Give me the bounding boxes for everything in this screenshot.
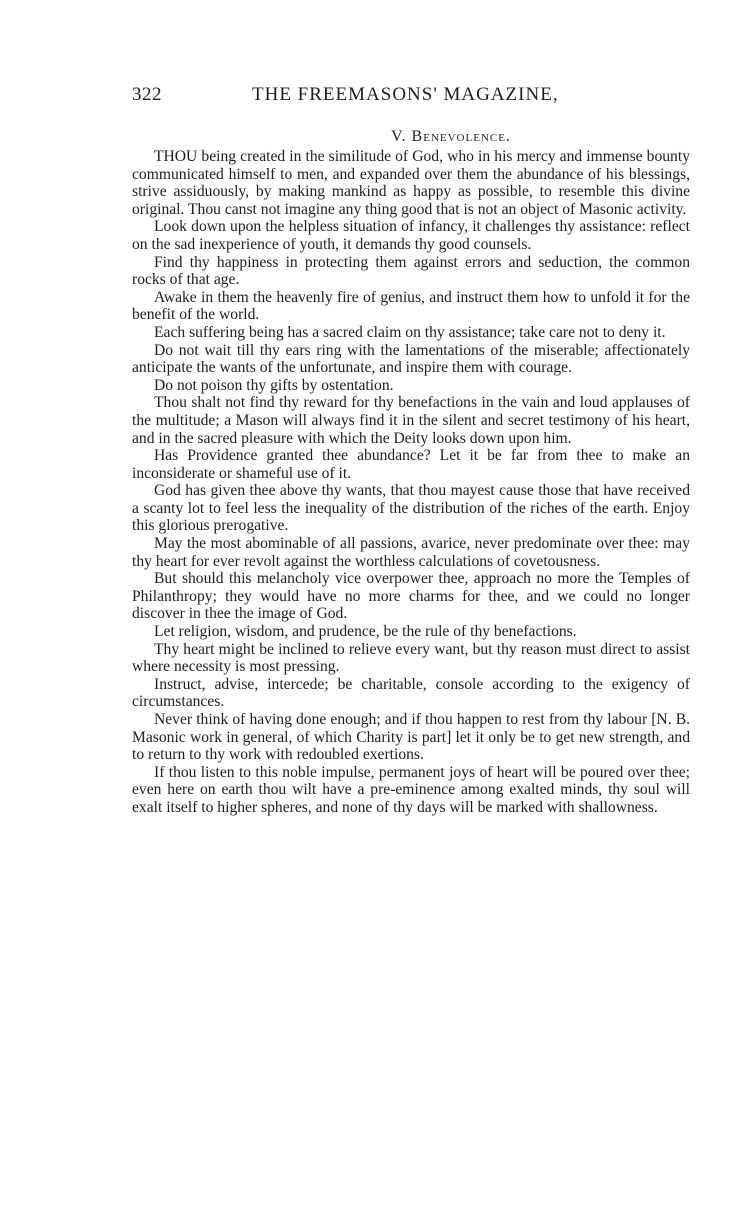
paragraph: But should this melancholy vice overpower thee, approach no more the Temples of Philanthropy; they would have no more charms for thee, and we could no longer discover in thee the image of God. — [132, 570, 690, 623]
document-page — [132, 0, 690, 817]
paragraph: Thou shalt not find thy reward for thy benefactions in the vain and loud applauses of the multitude; a Mason will always find it in the silent and secret testimony of his heart, and in the sacred pleasure with which the Deity looks down upon him. — [132, 394, 690, 447]
paragraph: Find thy happiness in protecting them against errors and seduction, the common rocks of that age. — [132, 253, 690, 289]
section-heading: V. Benevolence. — [391, 128, 511, 145]
paragraph: May the most abominable of all passions, avarice, never predominate over thee: may thy heart for ever revolt against the worthless calculations of covetousness. — [132, 535, 690, 570]
paragraph: Awake in them the heavenly fire of genius, and instruct them how to unfold it for the benefit of the world. — [132, 288, 690, 324]
page-number: 322 — [132, 84, 162, 105]
paragraph: Look down upon the helpless situation of infancy, it challenges thy assistance: reflect on the sad inexperience of youth, it demands thy good counsels. — [132, 218, 690, 253]
paragraph: If thou listen to this noble impulse, permanent joys of heart will be poured over thee; even here on earth thou wilt have a pre-eminence among exalted minds, thy soul will exalt itself to higher spheres, and none of thy days will be marked with shallowness. — [132, 763, 690, 816]
running-head — [132, 84, 690, 124]
paragraph: THOU being created in the similitude of God, who in his mercy and immense bounty communicated himself to men, and expanded over them the abundance of his blessings, strive assiduously, by making mankind as happy as possible, to resemble this divine original. Thou canst not imagine any thing good that is not an object of Masonic activity. — [132, 148, 690, 218]
paragraph: Has Providence granted thee abundance? Let it be far from thee to make an inconsiderate or shameful use of it. — [132, 447, 690, 482]
paragraph: Let religion, wisdom, and prudence, be the rule of thy benefactions. — [154, 623, 577, 641]
paragraph: Never think of having done enough; and if thou happen to rest from thy labour [N. B. Masonic work in general, of which Charity is part] let it only be to get new strength, and to return to thy work with redoubled exertions. — [132, 711, 690, 764]
article-body — [132, 148, 690, 817]
paragraph: Thy heart might be inclined to relieve every want, but thy reason must direct to assist where necessity is most pressing. — [132, 640, 690, 676]
paragraph: Each suffering being has a sacred claim on thy assistance; take care not to deny it. — [154, 323, 666, 341]
paragraph: Instruct, advise, intercede; be charitable, console according to the exigency of circumstances. — [132, 675, 690, 711]
running-title: THE FREEMASONS' MAGAZINE, — [252, 84, 559, 105]
paragraph: Do not poison thy gifts by ostentation. — [154, 376, 394, 394]
paragraph: God has given thee above thy wants, that thou mayest cause those that have received a scanty lot to feel less the inequality of the distribution of the riches of the earth. Enjoy this glorious prerogative. — [132, 482, 690, 535]
paragraph: Do not wait till thy ears ring with the lamentations of the miserable; affectionately anticipate the wants of the unfortunate, and inspire them with courage. — [132, 341, 690, 377]
